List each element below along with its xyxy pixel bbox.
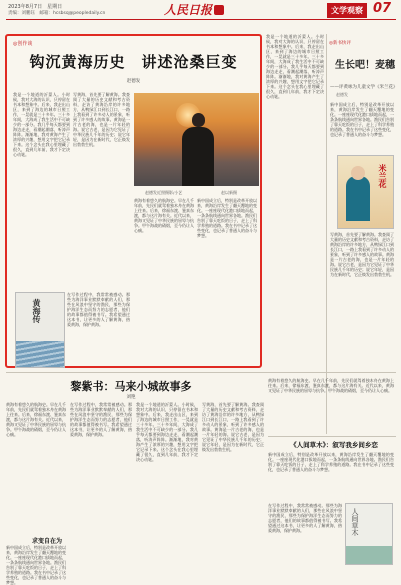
review-title: 生长吧！麦穗 [335, 60, 395, 71]
second-byline: 刘艳 [126, 395, 136, 400]
review-book-cover [337, 155, 394, 229]
review2-column: 在写作过程中，我常常被感动。那些为海洋事业默默奉献的人们，那些在风浪中坚守的渔民，那些为保护海洋生态而努力的志愿者，他们的故事都值得被书写。我希望通过这本书，让更多的人了解黄海，热爱黄海，保护黄海。 [268, 503, 342, 533]
review-divider [268, 436, 396, 437]
review-column: 新中国成立后，特别是改革开放以来，黄海沿岸发生了翻天覆地的变化。一座座现代化港口拔地而起，一条条航线通向世界各地。渔民们告别了靠天吃饭的日子，走上了科学养殖的道路。我在书中记录了这些变化，也记录了普通人的奋斗与梦想。 [330, 102, 394, 137]
second-column: 我是一个地道的沂蒙人。小时候，我对大海的认识，只停留在书本和想象中。后来，我走出山区，来到了海边的城市日照工作，一晃就是三十多年。三十多年间，大海成了我生活中不可缺少的一部分。我几乎每天都要到海边走走，看潮起潮落，听涛声阵阵。渐渐地，我对黄海产生了浓厚的兴趣，想用文字把它记录下来。这个念头在我心里埋藏了很久，直到几年前，我才下定决心动笔。 [136, 402, 198, 462]
section-subhead: 求变自在为 [32, 538, 63, 545]
review-book-title: 米兰花 [378, 164, 388, 188]
adjacent-column: 我是一个地道的沂蒙人。小时候，我对大海的认识，只停留在书本和想象中。后来，我走出山区，来到了海边的城市日照工作，一晃就是三十多年。三十多年间，大海成了我生活中不可缺少的一部分。我几乎每天都要到海边走走，看潮起潮落，听涛声阵阵。渐渐地，我对黄海产生了浓厚的兴趣，想用文字把它记录下来。这个念头在我心里埋藏了很久，直到几年前，我才下定决心动笔。 [266, 34, 324, 99]
section-label: 文学观察 [327, 3, 367, 18]
section-divider [6, 372, 396, 373]
review-tag: ◎新书快评 [329, 41, 351, 46]
second-column: 黄海有着悠久的航海史。早在几千年前，先民们就驾着独木舟在黄海上往来。后来，徐福东渡、鉴真东渡，都与这片海有关。近代以来，黄海又见证了中华民族的屈辱与抗争。甲午海战的硝烟，至今仍让人心痛。 [6, 402, 66, 437]
review2-cover-band [346, 546, 392, 564]
photo-credit: 赵以新摄 [221, 190, 237, 195]
page-number: 07 [373, 1, 392, 16]
photo-caption: 赵德发近照摄影/小艺 [145, 190, 183, 195]
second-column: 在写作过程中，我常常被感动。那些为海洋事业默默奉献的人们，那些在风浪中坚守的渔民，那些为保护海洋生态而努力的志愿者，他们的故事都值得被书写。我希望通过这本书，让更多的人了解黄海，热爱黄海，保护黄海。 [70, 402, 132, 437]
article-column: 写黄海，首先要了解黄海。我查阅了大量的历史文献和考古资料，走访了黄海沿岸的许多地方，从鸭绿江口到长江口，一路上我看到了许多动人的景象，听到了许多感人的故事。黄海是一片古老的海，也是一片年轻的海。说它古老，是因为它见证了中华民族几千年的历史；说它年轻，是因为在新时代，它正焕发出勃勃生机。 [73, 92, 130, 147]
cover-face [351, 166, 365, 180]
review-column: 写黄海，首先要了解黄海。我查阅了大量的历史文献和考古资料，走访了黄海沿岸的许多地方，从鸭绿江口到长江口，一路上我看到了许多动人的景象，听到了许多感人的故事。黄海是一片古老的海，也是一片年轻的海。说它古老，是因为它见证了中华民族几千年的历史；说它年轻，是因为在新时代，它正焕发出勃勃生机。 [330, 232, 394, 277]
photo-person [182, 127, 214, 186]
cover-figure [346, 176, 370, 221]
second-column: 写黄海，首先要了解黄海。我查阅了大量的历史文献和考古资料，走访了黄海沿岸的许多地方，从鸭绿江口到长江口，一路上我看到了许多动人的景象，听到了许多感人的故事。黄海是一片古老的海，也是一片年轻的海。说它古老，是因为它见证了中华民族几千年的历史；说它年轻，是因为在新时代，它正焕发出勃勃生机。 [202, 402, 264, 452]
review-subtitle: ——评黄咏为儿童文学《米兰花》 [330, 85, 398, 90]
second-column: 新中国成立后，特别是改革开放以来，黄海沿岸发生了翻天覆地的变化。一座座现代化港口拔地而起，一条条航线通向世界各地。渔民们告别了靠天吃饭的日子，走上了科学养殖的道路。我在书中记录了这些变化，也记录了普通人的奋斗与梦想。 [6, 545, 66, 585]
article-column: 在写作过程中，我常常被感动。那些为海洋事业默默奉献的人们，那些在风浪中坚守的渔民，那些为保护海洋生态而努力的志愿者，他们的故事都值得被书写。我希望通过这本书，让更多的人了解黄海，热爱黄海，保护黄海。 [67, 292, 130, 327]
review-author: 赵德发 [336, 92, 348, 97]
issue-date: 2023年8月7日 星期日 [8, 4, 63, 10]
article-column: 新中国成立后，特别是改革开放以来，黄海沿岸发生了翻天覆地的变化。一座座现代化港口拔地而起，一条条航线通向世界各地。渔民们告别了靠天吃饭的日子，走上了科学养殖的道路。我在书中记录了这些变化，也记录了普通人的奋斗与梦想。 [197, 198, 257, 238]
logo-text: 人民日报 [164, 3, 213, 17]
article-column: 我是一个地道的沂蒙人。小时候，我对大海的认识，只停留在书本和想象中。后来，我走出山区，来到了海边的城市日照工作，一晃就是三十多年。三十多年间，大海成了我生活中不可缺少的一部分。我几乎每天都要到海边走走，看潮起潮落，听涛声阵阵。渐渐地，我对黄海产生了浓厚的兴趣，想用文字把它记录下来。这个念头在我心里埋藏了很久，直到几年前，我才下定决心动笔。 [13, 92, 70, 157]
column-divider [326, 34, 327, 434]
feature-article [5, 34, 262, 368]
article-tag: ◎创作谈 [13, 41, 33, 47]
article-byline: 赵德发 [126, 79, 141, 84]
newspaper-logo [164, 2, 224, 17]
book-cover [15, 292, 65, 368]
book-title: 黄海传 [32, 299, 42, 323]
article-column: 黄海有着悠久的航海史。早在几千年前，先民们就驾着独木舟在黄海上往来。后来，徐福东渡、鉴真东渡，都与这片海有关。近代以来，黄海又见证了中华民族的屈辱与抗争。甲午海战的硝烟，至今仍让人心痛。 [134, 198, 194, 233]
review2-book-title: 人间草木 [351, 508, 359, 536]
review2-book-cover [345, 503, 393, 565]
author-photo [134, 93, 259, 186]
logo-seal-icon [214, 5, 224, 15]
top-rule [6, 19, 396, 20]
second-headline: 黎紫书：马来小城故事多 [70, 380, 192, 393]
editor-line: 责编：刘鹏钰 邮箱：hcsbsq@peopledaily.cn [8, 11, 106, 16]
review2-column: 新中国成立后，特别是改革开放以来，黄海沿岸发生了翻天覆地的变化。一座座现代化港口拔地而起，一条条航线通向世界各地。渔民们告别了靠天吃饭的日子，走上了科学养殖的道路。我在书中记录了这些变化，也记录了普通人的奋斗与梦想。 [268, 452, 394, 472]
review-column: 黄海有着悠久的航海史。早在几千年前，先民们就驾着独木舟在黄海上往来。后来，徐福东渡、鉴真东渡，都与这片海有关。近代以来，黄海又见证了中华民族的屈辱与抗争。甲午海战的硝烟，至今仍让人心痛。 [268, 378, 394, 393]
review2-headline: 《人间草木》：叙写我乡间乡恋 [290, 441, 378, 449]
article-headline: 钩沉黄海历史 讲述沧桑巨变 [29, 53, 238, 71]
photo-person-head [192, 113, 205, 127]
book-cover-wave [16, 341, 64, 367]
